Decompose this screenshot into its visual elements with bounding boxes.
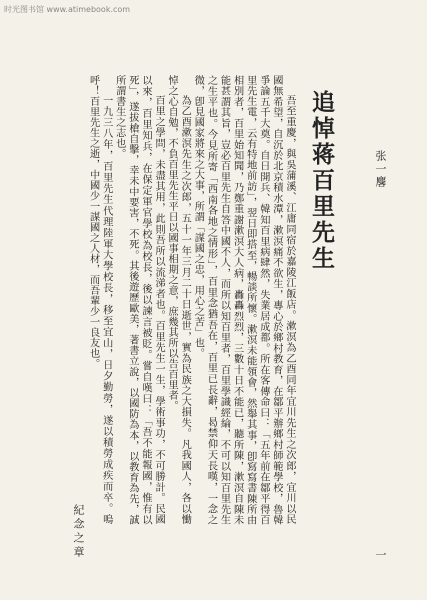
paragraph: 一九三八年，百里先生代理陸軍大學校長，移至宜山，日夕勤勞，遂以積勞成疾而卒。嗚呼！百里先生之逝，中國少一謀國之人材，而吾輩少一良友也。 xyxy=(87,75,112,525)
body-text xyxy=(26,75,296,525)
paragraph: 百里之學問，未盡其用，此則吾所以流涕者也。百里先生一生，學術事功，不可勝計。民國以來，百里知兵，在保定軍官學校為校長，後以諫言被貶。嘗自嘆曰：「吾不能報國，惟有以死」，遂拔槍自擊，幸未中要害，不死。其後遊歷歐美，著書立說，以國防為本，以教育為先，誠所謂書生之志也。 xyxy=(113,75,165,525)
page-title: 追悼蒋百里先生 xyxy=(308,90,335,272)
section-footer: 紀念之章 xyxy=(72,504,85,560)
document-page xyxy=(40,40,388,560)
author-name: 张一麐 xyxy=(374,150,387,189)
paragraph: 為乙酉漱溟先生之次郎，五十一年三月二十日逝世，實為民族之大損失。凡我國人，各以慟悼之心自勉，不負百里先生平日以國事相期之意，庶幾其所以告百里者。 xyxy=(166,75,191,525)
watermark: 时光图书馆 www.atimebook.com xyxy=(4,5,131,14)
page-number: 一 xyxy=(374,549,387,560)
paragraph: 吾至重慶，與吳蒲溪、江庸同宿於嘉陵江飯店。漱溟為乙酉同年宜川先生之次郎，宜川以民國無希望，自沉於北京積水潭，漱溟痛不欲生，專心於鄉村教育，在鄒平辦鄉村師範學校，魯韓爭論五千大奠。自日開兵、韓知百里病肆然，失業居成都。所在客傳命曰：「五年前在鄒平得百里先生電，云有特地前訪」，翌日即搭至，暢談所懷。漱溟未能領會，然舉其事，卽寫寫書陳所由相別者，百里始知聞，乃鄭重謝漱溟大人病，轟轟烈烈，三數十日不能已，聽所陳，漱溟自陳未能甚謂其旨，豈必百里先生自答中國不人，而所以知百里者，百里學識經綸，不可以知百里先生之生平也。今見所寄「西南各地之情形」，百里念猶吾在，百里已長辭，曷禁仰天長嘆，一念之微，卽見國家將來之大事，所謂「謀國之忠，用心之苦」也。 xyxy=(192,75,295,525)
